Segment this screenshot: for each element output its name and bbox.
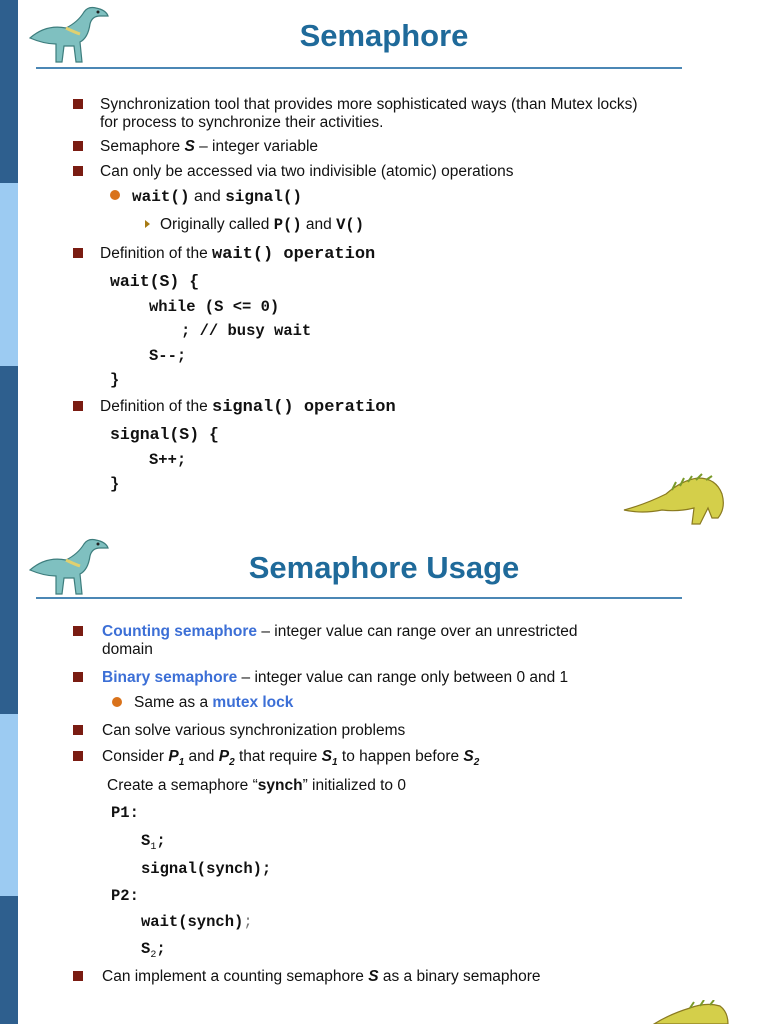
bullet-text: Definition of the xyxy=(100,398,213,415)
code-line: } xyxy=(110,371,120,389)
square-bullet-icon xyxy=(73,401,83,411)
square-bullet-icon xyxy=(73,248,83,258)
process-p2: P xyxy=(218,748,230,765)
sub-bullet-wait-signal xyxy=(132,188,302,206)
code-punct: ; xyxy=(243,913,253,931)
square-bullet-icon xyxy=(73,99,83,109)
code-signal-operation: signal() operation xyxy=(212,398,396,417)
code-signal: signal() xyxy=(225,188,303,206)
bullet-text: and xyxy=(301,216,337,233)
code-punct: ; xyxy=(156,832,166,850)
code-p: P() xyxy=(273,216,302,234)
square-bullet-icon xyxy=(73,971,83,981)
code-wait-operation: wait() operation xyxy=(212,245,376,264)
code-line: S++; xyxy=(149,451,187,469)
bullet-counting-semaphore xyxy=(102,623,682,659)
square-bullet-icon xyxy=(73,672,83,682)
subscript: 2 xyxy=(150,950,157,962)
highlight-term: mutex lock xyxy=(212,694,294,711)
bullet-sync-problems xyxy=(102,722,405,740)
bullet-text: Same as a xyxy=(134,694,213,711)
title-divider xyxy=(36,67,682,69)
bullet-atomic-ops xyxy=(100,163,514,181)
subscript: 1 xyxy=(150,842,157,854)
variable-s: S xyxy=(368,968,379,985)
page-title: Semaphore xyxy=(299,18,469,53)
code-text: wait(synch) xyxy=(141,913,244,931)
bullet-text: and xyxy=(184,748,219,765)
subscript: 2 xyxy=(229,757,235,769)
code-text: S xyxy=(141,940,151,958)
bullet-text-cont: domain xyxy=(102,641,153,658)
subscript: 1 xyxy=(332,757,338,769)
body-text: ” initialized to 0 xyxy=(302,777,406,794)
highlight-term: Counting semaphore xyxy=(102,623,258,640)
square-bullet-icon xyxy=(73,751,83,761)
bullet-text: as a binary semaphore xyxy=(378,968,541,985)
code-line: signal(S) { xyxy=(110,425,219,444)
page-title: Semaphore Usage xyxy=(248,550,520,585)
bullet-text: Can implement a counting semaphore xyxy=(102,968,369,985)
semaphore-name: synch xyxy=(257,777,303,794)
arrow-bullet-icon xyxy=(145,220,150,228)
bullet-text: Can only be accessed via two indivisible (atomic) operations xyxy=(100,163,514,180)
bullet-text: to happen before xyxy=(337,748,464,765)
code-line: ; // busy wait xyxy=(181,322,312,340)
statement-s1: S xyxy=(321,748,333,765)
bullet-text: Synchronization tool that provides more sophisticated ways (than Mutex locks) xyxy=(100,96,638,113)
bullet-semaphore-var xyxy=(100,138,318,156)
code-line-p1 xyxy=(111,804,139,822)
bullet-binary-semaphore xyxy=(102,669,568,687)
bullet-text: Consider xyxy=(102,748,169,765)
title-divider xyxy=(36,597,682,599)
bullet-text: that require xyxy=(234,748,322,765)
square-bullet-icon xyxy=(73,626,83,636)
subscript: 1 xyxy=(178,757,185,769)
code-punct: : xyxy=(129,804,139,822)
code-wait: wait() xyxy=(132,188,190,206)
square-bullet-icon xyxy=(73,166,83,176)
process-p1: P xyxy=(168,748,179,765)
code-line-p2 xyxy=(111,887,139,905)
round-bullet-icon xyxy=(112,697,122,707)
bullet-text: Originally called xyxy=(160,216,274,233)
bullet-counting-as-binary xyxy=(102,968,541,986)
bullet-text: – integer variable xyxy=(194,138,319,155)
code-punct: ; xyxy=(156,940,166,958)
code-line-s1 xyxy=(141,832,166,853)
bullet-text: Semaphore xyxy=(100,138,185,155)
code-line-s2 xyxy=(141,940,166,961)
bullet-wait-definition xyxy=(100,245,375,264)
statement-s2: S xyxy=(463,748,474,765)
square-bullet-icon xyxy=(73,725,83,735)
code-label: P1 xyxy=(111,804,130,822)
slide-semaphore-usage xyxy=(0,532,768,1024)
code-line-wait xyxy=(141,913,253,931)
bullet-text: – integer value can range only between 0 and 1 xyxy=(237,669,569,686)
bullet-text: – integer value can range over an unrestricted xyxy=(257,623,578,640)
variable-s: S xyxy=(184,138,195,155)
round-bullet-icon xyxy=(110,190,120,200)
subscript: 2 xyxy=(473,757,480,769)
code-line: wait(S) { xyxy=(110,272,200,291)
highlight-term: Binary semaphore xyxy=(102,669,238,686)
sub-bullet-mutex xyxy=(134,694,293,712)
code-punct: : xyxy=(129,887,139,905)
code-line: } xyxy=(110,475,120,493)
bullet-signal-definition xyxy=(100,398,396,417)
bullet-consider xyxy=(102,748,479,772)
create-semaphore-line xyxy=(107,777,406,795)
bullet-text-cont: for process to synchronize their activities. xyxy=(100,114,384,131)
square-bullet-icon xyxy=(73,141,83,151)
bullet-text: and xyxy=(189,188,226,205)
code-line: signal(synch); xyxy=(141,860,272,878)
dinosaur-corner-icon xyxy=(650,1000,730,1024)
code-v: V() xyxy=(336,216,365,234)
bullet-text: Can solve various synchronization problems xyxy=(102,722,406,739)
sub-sub-bullet-originally xyxy=(160,216,364,234)
code-label: P2 xyxy=(111,887,130,905)
code-line: while (S <= 0) xyxy=(149,298,280,316)
body-text: Create a semaphore “ xyxy=(107,777,258,794)
code-line: S--; xyxy=(149,347,187,365)
bullet-sync-tool xyxy=(100,96,690,132)
bullet-text: Definition of the xyxy=(100,245,213,262)
dinosaur-corner-icon xyxy=(622,468,726,528)
code-text: S xyxy=(141,832,151,850)
